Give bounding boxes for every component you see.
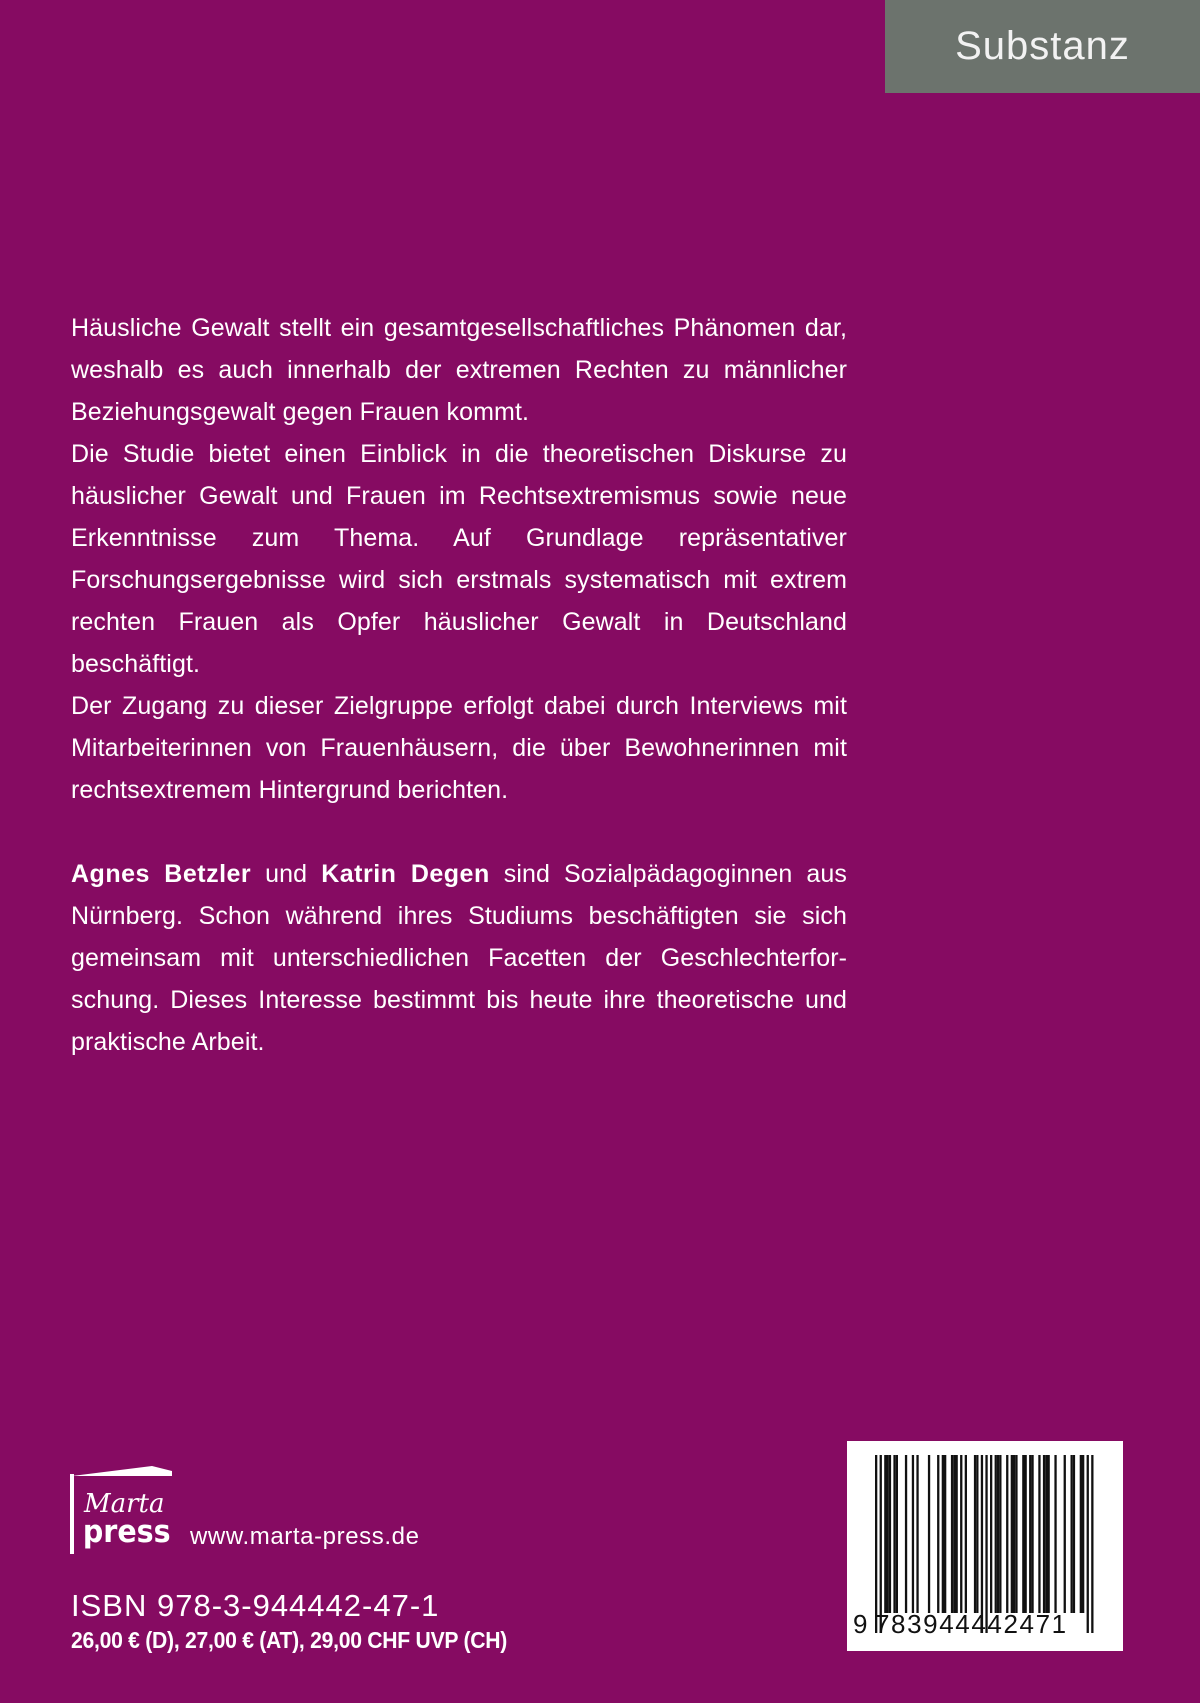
- barcode-bar: [995, 1455, 997, 1613]
- barcode-bar: [965, 1455, 967, 1613]
- barcode-bar: [1013, 1455, 1015, 1613]
- blurb-paragraph-3: Der Zugang zu dieser Zielgruppe erfolgt dabei durch Interviews mit Mitarbeiterinnen von Frauenhäusern, die über Bewohnerinnen mit rechtsextremem Hintergrund berichten.: [71, 692, 847, 804]
- barcode-bar: [990, 1455, 992, 1613]
- barcode-bar: [942, 1455, 944, 1613]
- blurb-paragraph-2: Die Studie bietet einen Einblick in die theoretischen Diskurse zu häuslicher Gewalt und Frauen im Rechtsextremismus sowie neue Erkenntnisse zum Thema. Auf Grundlage repräsentativer Forschungsergebnisse wird sich erstmals systematisch mit extrem rechten Frauen als Opfer häuslicher Gewalt in Deutschland beschäftigt.: [71, 440, 847, 678]
- barcode-bar: [1045, 1455, 1047, 1613]
- marta-press-logo: [70, 1462, 178, 1554]
- logo-word-marta: Marta: [84, 1489, 165, 1519]
- barcode-bar: [997, 1455, 999, 1613]
- barcode-bar: [916, 1455, 918, 1613]
- barcode-bar: [960, 1455, 962, 1613]
- barcode-bar: [875, 1455, 877, 1633]
- price: 26,00 € (D), 27,00 € (AT), 29,00 CHF UVP (CH): [71, 1627, 508, 1653]
- barcode-bar: [1029, 1455, 1031, 1613]
- author-bio-text: sind Sozialpädagoginnen aus Nürnberg. Schon während ihres Studiums beschäftigten sie sich gemeinsam mit unterschiedlichen Facetten der Geschlechterforschung. Dieses Interesse bestimmt bis heute ihre theoretische und praktische Arbeit.: [71, 860, 847, 1056]
- barcode-bar: [1080, 1455, 1082, 1613]
- barcode-bar: [956, 1455, 958, 1613]
- publisher-website: www.marta-press.de: [190, 1523, 420, 1550]
- series-label: Substanz: [955, 24, 1130, 68]
- barcode-bar: [981, 1455, 983, 1633]
- barcode-digits: [847, 1609, 1123, 1645]
- barcode-bar: [951, 1455, 953, 1613]
- isbn: ISBN 978-3-944442-47-1: [71, 1588, 440, 1623]
- barcode-bar: [1064, 1455, 1066, 1613]
- barcode-bar: [905, 1455, 907, 1613]
- barcode-bar: [944, 1455, 946, 1613]
- barcode-bar: [1006, 1455, 1008, 1613]
- barcode-bar: [1087, 1455, 1089, 1633]
- author-bio: [71, 853, 847, 1063]
- barcode-bar: [1071, 1455, 1073, 1613]
- barcode-bar: [896, 1455, 898, 1613]
- barcode-bar: [1043, 1455, 1045, 1613]
- barcode-bar: [884, 1455, 886, 1613]
- author-name-2: Katrin Degen: [321, 860, 490, 888]
- barcode-bar: [985, 1455, 987, 1633]
- back-cover-blurb: [71, 307, 847, 1063]
- barcode-bar: [1015, 1455, 1017, 1613]
- barcode-bar: [912, 1455, 914, 1613]
- barcode: [847, 1441, 1123, 1651]
- barcode-bar: [1054, 1455, 1056, 1613]
- barcode-bar: [976, 1455, 978, 1613]
- barcode-bar: [880, 1455, 882, 1633]
- barcode-bar: [1048, 1455, 1050, 1613]
- barcode-bar: [928, 1455, 930, 1613]
- barcode-bar: [1011, 1455, 1013, 1613]
- barcode-bar: [889, 1455, 891, 1613]
- barcode-bar: [1091, 1455, 1093, 1633]
- logo-word-press: press: [82, 1513, 171, 1551]
- barcode-bar: [999, 1455, 1001, 1613]
- barcode-bar: [1038, 1455, 1040, 1613]
- author-name-1: Agnes Betzler: [71, 860, 252, 888]
- barcode-bar: [974, 1455, 976, 1613]
- barcode-bar: [1073, 1455, 1075, 1613]
- blurb-paragraph-1: Häusliche Gewalt stellt ein gesamtgesellschaftliches Phänomen dar, weshalb es auch innerhalb der extremen Rechten zu männlicher Beziehungsgewalt gegen Frauen kommt.: [71, 314, 847, 426]
- barcode-bar: [893, 1455, 895, 1613]
- barcode-bar: [1031, 1455, 1033, 1613]
- barcode-bar: [937, 1455, 939, 1613]
- barcode-number: 783944442471: [875, 1609, 1068, 1639]
- barcode-bar: [1082, 1455, 1084, 1613]
- series-tab: [885, 0, 1200, 93]
- barcode-bar: [1022, 1455, 1024, 1613]
- barcode-lead-digit: 9: [853, 1609, 868, 1639]
- barcode-bar: [887, 1455, 889, 1613]
- author-connector: und: [265, 860, 308, 888]
- barcode-bar: [953, 1455, 955, 1613]
- barcode-bar: [1025, 1455, 1027, 1613]
